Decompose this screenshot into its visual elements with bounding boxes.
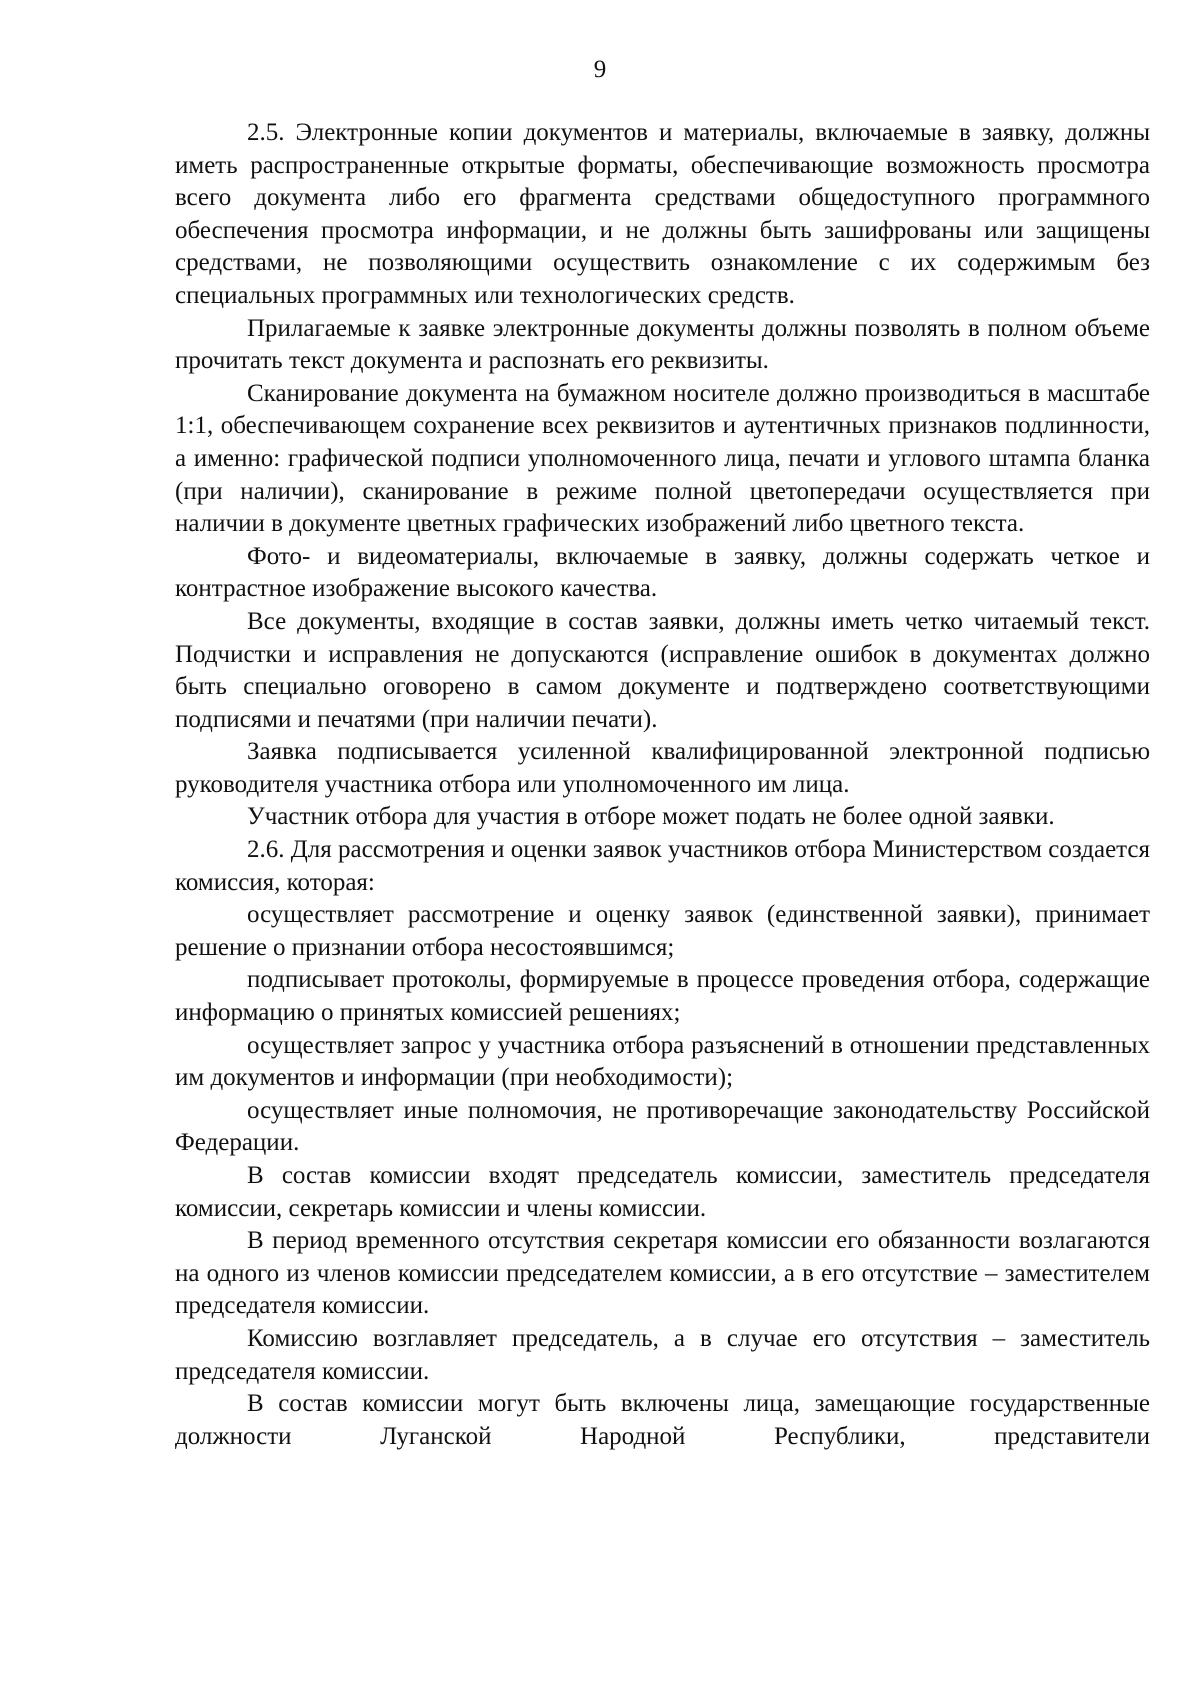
paragraph-commission-other: осуществляет иные полномочия, не противоречащие законодательству Российской Федерации. <box>175 1096 1150 1157</box>
paragraph-photo-video: Фото- и видеоматериалы, включаемые в заявку, должны содержать четкое и контрастное изображение высокого качества. <box>175 542 1150 603</box>
paragraph-commission-members: В состав комиссии могут быть включены лица, замещающие государственные должности Луганской Народной Республики, представители <box>175 1390 1150 1450</box>
paragraph-2-6: 2.6. Для рассмотрения и оценки заявок участников отбора Министерством создается комиссия, которая: <box>175 836 1150 896</box>
paragraph-electronic-docs: Прилагаемые к заявке электронные документы должны позволять в полном объеме прочитать текст документа и распознать его реквизиты. <box>175 314 1150 375</box>
document-body <box>175 117 1150 1453</box>
paragraph-all-documents: Все документы, входящие в состав заявки, должны иметь четко читаемый текст. Подчистки и исправления не допускаются (исправление ошибок в документах должно быть специально оговорено в самом документе и подтверждено соответствующими подписями и печатями (при наличии печати). <box>175 607 1150 733</box>
paragraph-commission-requests: осуществляет запрос у участника отбора разъяснений в отношении представленных им документов и информации (при необходимости); <box>175 1031 1150 1092</box>
paragraph-2-5: 2.5. Электронные копии документов и материалы, включаемые в заявку, должны иметь распространенные открытые форматы, обеспечивающие возможность просмотра всего документа либо его фрагмента средствами общедоступного программного обеспечения просмотра информации, и не должны быть зашифрованы или защищены средствами, не позволяющими осуществить ознакомление с их содержимым без специальных программных или технологических средств. <box>175 119 1150 309</box>
page-number: 9 <box>593 56 607 83</box>
paragraph-commission-composition: В состав комиссии входят председатель комиссии, заместитель председателя комиссии, секретарь комиссии и члены комиссии. <box>175 1162 1150 1222</box>
paragraph-commission-review: осуществляет рассмотрение и оценку заявок (единственной заявки), принимает решение о признании отбора несостоявшимся; <box>175 901 1150 961</box>
paragraph-signature: Заявка подписывается усиленной квалифицированной электронной подписью руководителя участника отбора или уполномоченного им лица. <box>175 738 1150 798</box>
paragraph-scanning: Сканирование документа на бумажном носителе должно производиться в масштабе 1:1, обеспечивающем сохранение всех реквизитов и аутентичных признаков подлинности, а именно: графической подписи уполномоченного лица, печати и углового штампа бланка (при наличии), сканирование в режиме полной цветопередачи осуществляется при наличии в документе цветных графических изображений либо цветного текста. <box>175 379 1150 538</box>
paragraph-chairman: Комиссию возглавляет председатель, а в случае его отсутствия – заместитель председателя комиссии. <box>175 1324 1150 1385</box>
paragraph-one-application: Участник отбора для участия в отборе может подать не более одной заявки. <box>247 803 1055 831</box>
paragraph-commission-protocols: подписывает протоколы, формируемые в процессе проведения отбора, содержащие информацию о принятых комиссией решениях; <box>175 966 1150 1027</box>
paragraph-secretary-absence: В период временного отсутствия секретаря комиссии его обязанности возлагаются на одного из членов комиссии председателем комиссии, а в его отсутствие – заместителем председателя комиссии. <box>175 1227 1150 1320</box>
